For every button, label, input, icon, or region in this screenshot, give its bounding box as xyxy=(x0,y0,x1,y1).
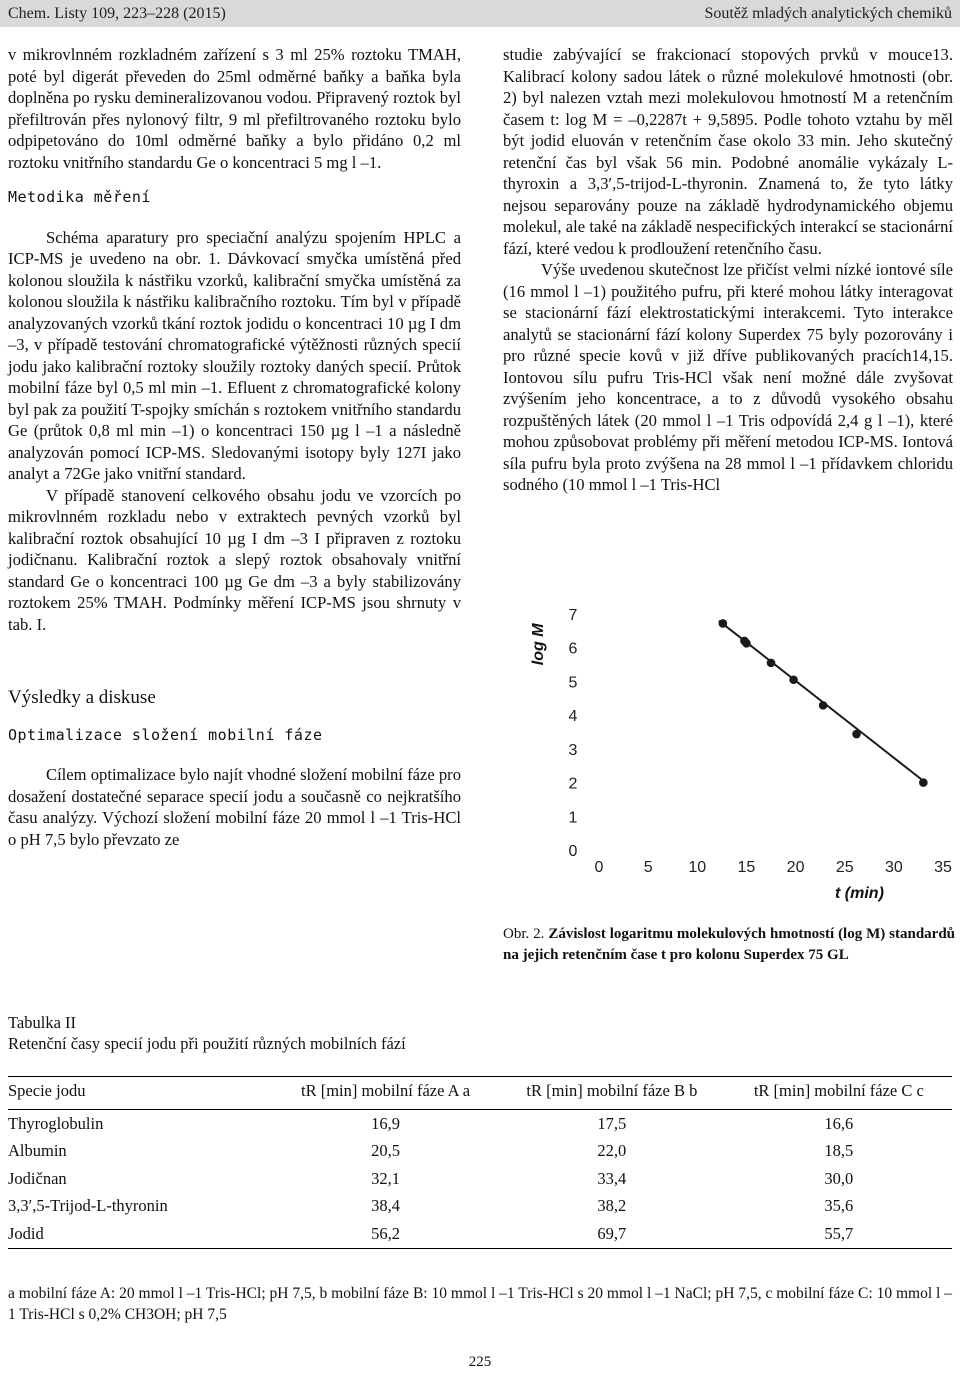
y-tick-label: 6 xyxy=(568,640,578,658)
cell: 3,3′,5-Trijod-L-thyronin xyxy=(8,1196,168,1216)
cell: 20,5 xyxy=(371,1141,400,1161)
cell: 38,4 xyxy=(371,1196,400,1216)
data-point xyxy=(852,730,861,739)
retention-table xyxy=(8,1076,952,1249)
header-cell: tR [min] mobilní fáze A a xyxy=(301,1081,471,1100)
cell: 35,6 xyxy=(824,1196,854,1216)
cell: 33,4 xyxy=(597,1168,627,1188)
paragraph: V případě stanovení celkového obsahu jodu ve vzorcích po mikrovlnném rozkladu nebo v extraktech pevných vzorků byl kalibrační roztok obsahující 10 µg I dm –3 I připraven z roztoku jodičnanu. Kalibrační roztok a slepý roztok obsahovaly vnitřní standard Ge o koncentraci 100 µg Ge dm –3 a byly stabilizovány roztokem 25% TMAH. Podmínky měření ICP-MS jsou shrnuty v tab. I. xyxy=(8,485,461,634)
y-tick-label: 2 xyxy=(568,775,578,793)
data-point xyxy=(919,778,928,787)
x-tick-label: 0 xyxy=(594,859,604,876)
heading-optimization: Optimalizace složení mobilní fáze xyxy=(8,725,323,744)
x-axis-label: t (min) xyxy=(835,885,884,902)
cell: Albumin xyxy=(8,1141,67,1161)
paragraph: Schéma aparatury pro speciační analýzu spojením HPLC a ICP-MS je uvedeno na obr. 1. Dávkovací smyčka umístěná před kolonou sloužila k nástřiku vzorků, kalibrační smyčka umístěná za kolonou sloužila k nástřiku kalibračního roztoku. Tím byl v případě analyzovaných vzorků tkání roztok jodidu o koncentraci 10 µg I dm –3, v případě testování chromatografické výtěžnosti různých specií jodu jako kalibrační roztoky sloužily roztoky daných specií. Průtok mobilní fáze byl 0,5 ml min –1. Efluent z chromatografické kolony byl pak za použití T-spojky smíchán s roztokem vnitřního standardu Ge (průtok 0,8 ml min –1) o koncentraci 150 µg l –1 a následně analyzován pomocí ICP-MS. Sledovanými isotopy byly 127I jako analyt a 72Ge jako vnitřní standard. xyxy=(8,227,461,483)
y-tick-label: 5 xyxy=(568,674,578,692)
table-row xyxy=(8,1138,952,1166)
cell: 30,0 xyxy=(824,1168,854,1188)
data-point xyxy=(789,675,798,684)
table-title-block xyxy=(8,1012,406,1054)
cell: 18,5 xyxy=(824,1141,854,1161)
section-title: Soutěž mladých analytických chemiků xyxy=(704,5,952,22)
table-row xyxy=(8,1110,952,1138)
y-tick-label: 7 xyxy=(568,607,578,624)
x-tick-label: 15 xyxy=(737,859,756,876)
figure-2-chart xyxy=(503,600,955,918)
data-point xyxy=(767,659,776,668)
header-cell: Specie jodu xyxy=(8,1081,86,1100)
data-point xyxy=(819,701,828,710)
cell: 56,2 xyxy=(371,1223,400,1243)
running-header xyxy=(0,0,960,27)
x-tick-label: 10 xyxy=(688,859,707,876)
y-tick-label: 0 xyxy=(568,843,578,860)
journal-citation: Chem. Listy 109, 223–228 (2015) xyxy=(8,5,226,22)
right-column xyxy=(503,44,953,496)
cell: Thyroglobulin xyxy=(8,1113,104,1133)
y-tick-label: 1 xyxy=(568,809,578,827)
scatter-plot xyxy=(503,600,955,918)
data-point xyxy=(742,639,751,648)
cell: 55,7 xyxy=(824,1223,854,1243)
header-cell: tR [min] mobilní fáze C c xyxy=(753,1081,924,1100)
table-caption: Retenční časy specií jodu při použití různých mobilních fází xyxy=(8,1034,406,1053)
x-tick-label: 35 xyxy=(934,859,952,876)
cell: 22,0 xyxy=(597,1141,627,1161)
figure-caption xyxy=(503,924,955,966)
y-tick-label: 4 xyxy=(568,708,578,726)
paragraph: Cílem optimalizace bylo najít vhodné složení mobilní fáze pro dosažení dostatečné separace specií jodu a současně co nejkratšího času analýzy. Výchozí složení mobilní fáze 20 mmol l –1 Tris-HCl o pH 7,5 bylo převzato ze xyxy=(8,765,461,849)
table-header-row xyxy=(8,1077,952,1110)
caption-label: Obr. 2. xyxy=(503,926,545,942)
paragraph: studie zabývající se frakcionací stopových prvků v mouce13. Kalibrací kolony sadou látek o různé molekulové hmotnosti (obr. 2) byl nalezen vztah mezi molekulovou hmotností M a retenčním časem t: log M = –0,2287t + 9,5895. Podle tohoto vztahu by měl být jodid eluován v retenčním čase okolo 33 min. Jeho skutečný retenční čas byl však 56 min. Podobné anomálie vykázaly L-thyroxin a 3,3′,5-trijod-L-thyronin. Znamená to, že tyto látky nejsou separovány pouze na základě hydrodynamického objemu molekul, ale také na základě nespecifických interakcí se stacionární fází, které vedou k prodloužení retenčního času. xyxy=(503,45,953,258)
x-tick-label: 5 xyxy=(643,859,653,876)
cell: Jodid xyxy=(8,1223,44,1243)
paragraph: Výše uvedenou skutečnost lze přičíst velmi nízké iontové síle (16 mmol l –1) použitého pufru, při které mohou látky interagovat se stacionární fází elektrostatickými interakcemi. Tyto interakce analytů se stacionární fází kolony Superdex 75 byly pozorovány i pro různé specie kovů v již dříve publikovaných pracích14,15. Iontovou sílu pufru Tris-HCl však není možné dále zvyšovat zvýšením jeho koncentrace, a to z důvodů vysokého obsahu rozpuštěných látek (20 mmol l –1 Tris odpovídá 2,4 g l –1), které mohou způsobovat problémy při měření metodou ICP-MS. Iontová síla pufru byla proto zvýšena na 28 mmol l –1 přídavkem chloridu sodného (10 mmol l –1 Tris-HCl xyxy=(503,260,953,494)
table-label: Tabulka II xyxy=(8,1013,77,1032)
cell: 69,7 xyxy=(597,1223,627,1243)
x-tick-label: 25 xyxy=(835,859,854,876)
table-row xyxy=(8,1220,952,1248)
left-column xyxy=(8,44,461,850)
header-cell: tR [min] mobilní fáze B b xyxy=(526,1081,698,1100)
x-tick-label: 30 xyxy=(884,859,903,876)
data-point xyxy=(719,619,728,628)
heading-method: Metodika měření xyxy=(8,188,151,206)
caption-text: Závislost logaritmu molekulových hmotností (log M) standardů na jejich retenčním čase t pro kolonu Superdex 75 GL xyxy=(503,926,956,963)
heading-results: Výsledky a diskuse xyxy=(8,687,156,708)
x-tick-label: 20 xyxy=(786,859,805,876)
y-axis-label: log M xyxy=(530,623,547,666)
cell: 16,9 xyxy=(371,1113,400,1133)
cell: 32,1 xyxy=(371,1168,400,1188)
cell: 17,5 xyxy=(597,1113,627,1133)
cell: 16,6 xyxy=(824,1113,854,1133)
paragraph: v mikrovlnném rozkladném zařízení s 3 ml 25% roztoku TMAH, poté byl digerát převeden do 25ml odměrné baňky a baňka byla doplněna po rysku demineralizovanou vodou. Připravený roztok byl přefiltrován přes nylonový filtr, 9 ml přefiltrovaného roztoku bylo odpipetováno do 10ml odměrné baňky a bylo přidáno 0,2 ml roztoku vnitřního standardu Ge o koncentraci 5 mg l –1. xyxy=(8,45,461,172)
table-row xyxy=(8,1165,952,1193)
page-number: 225 xyxy=(468,1354,492,1370)
cell: 38,2 xyxy=(597,1196,627,1216)
y-tick-label: 3 xyxy=(568,741,578,759)
table-footnote: a mobilní fáze A: 20 mmol l –1 Tris-HCl; pH 7,5, b mobilní fáze B: 10 mmol l –1 Tris-HCl s 20 mmol l –1 NaCl; pH 7,5, c mobilní fáze C: 10 mmol l –1 Tris-HCl s 0,2% CH3OH; pH 7,5 xyxy=(8,1285,952,1323)
table-row xyxy=(8,1193,952,1221)
cell: Jodičnan xyxy=(8,1168,67,1188)
